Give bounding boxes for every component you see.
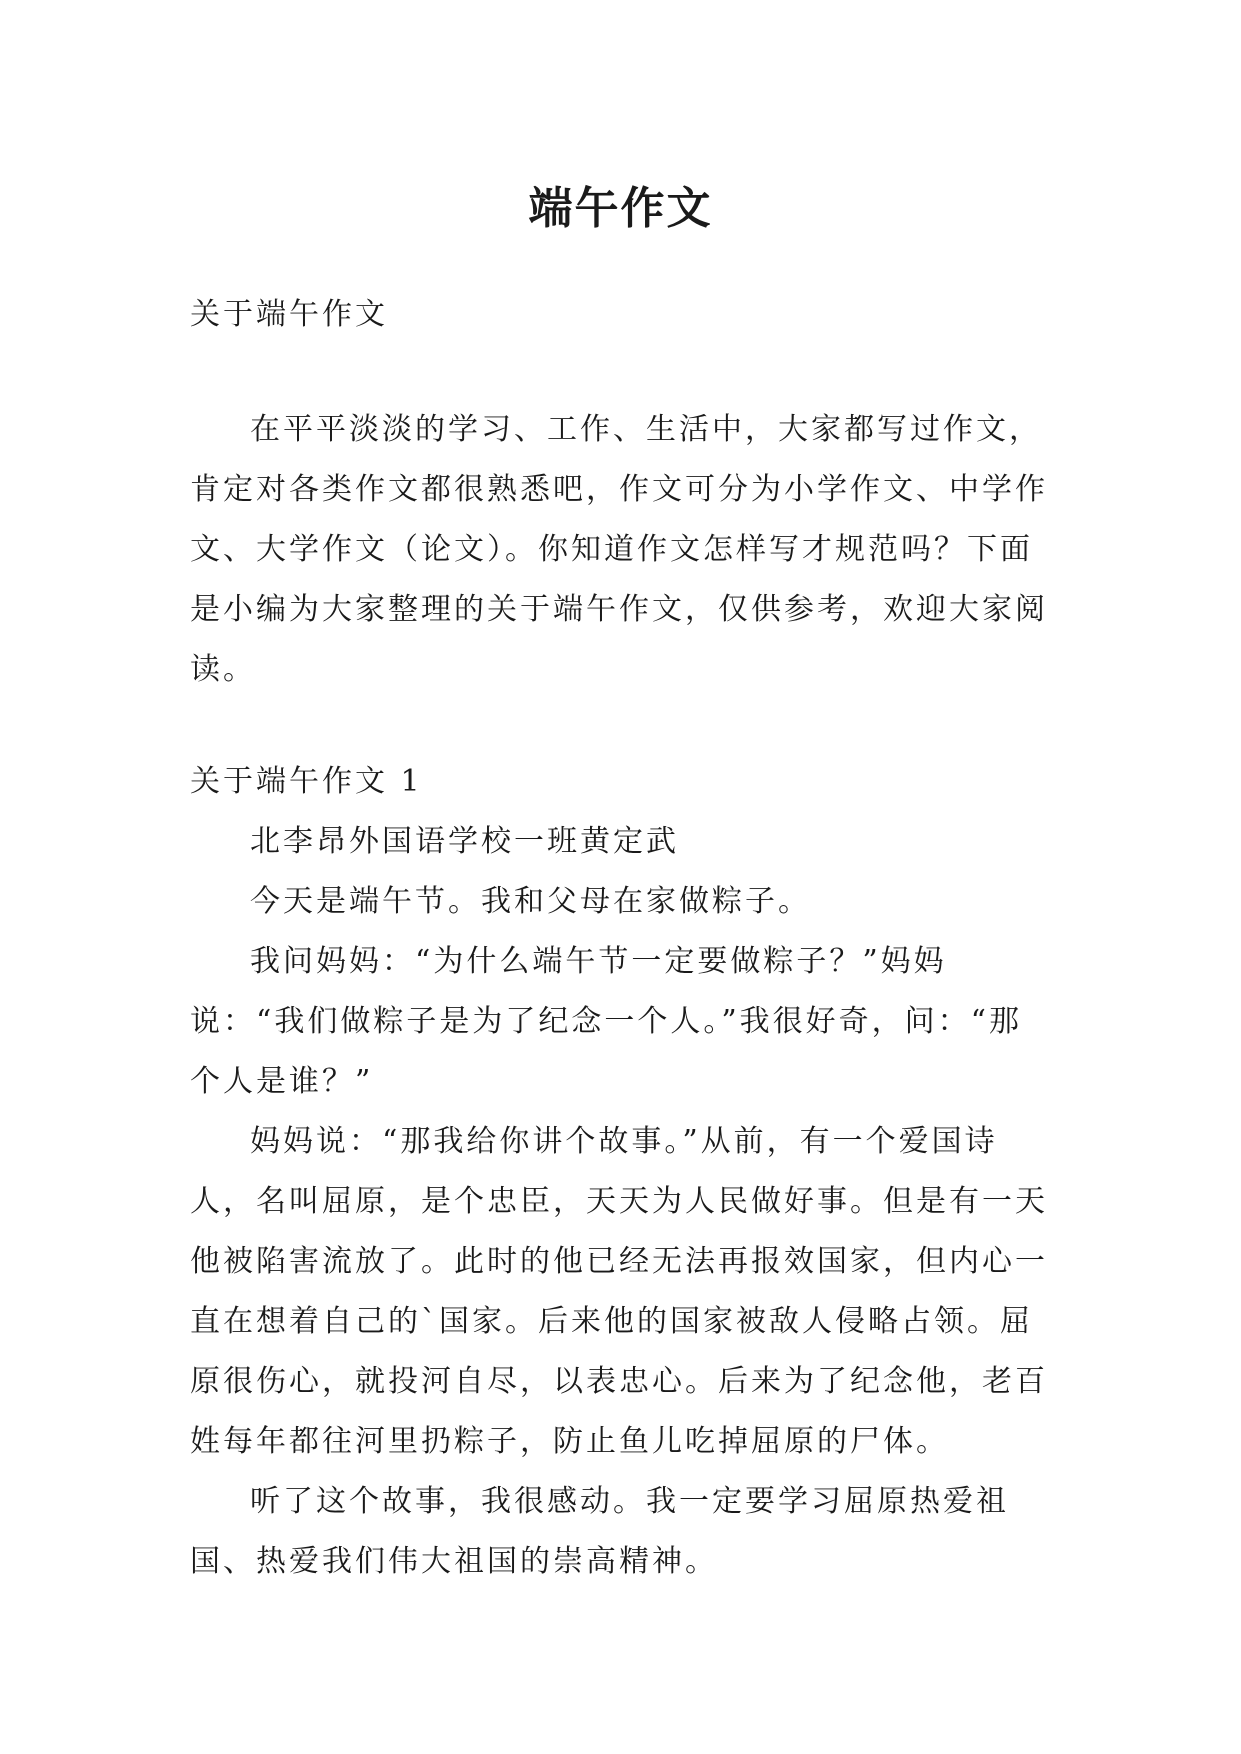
subtitle-block (190, 285, 1052, 345)
author-line: 北李昂外国语学校一班黄定武 (250, 824, 679, 859)
intro-paragraph: 在平平淡淡的学习、工作、生活中，大家都写过作文，肯定对各类作文都很熟悉吧，作文可分为小学作文、中学作文、大学作文（论文）。你知道作文怎样写才规范吗？下面是小编为大家整理的关于端午作文，仅供参考，欢迎大家阅读。 (190, 412, 1048, 687)
document-subtitle: 关于端午作文 (190, 297, 388, 332)
section-heading: 关于端午作文 1 (190, 764, 423, 799)
intro-block (190, 400, 1052, 700)
essay-paragraph-1: 今天是端午节。我和父母在家做粽子。 (250, 884, 811, 919)
essay-paragraph-3: 妈妈说：“那我给你讲个故事。”从前，有一个爱国诗人，名叫屈原，是个忠臣，天天为人民做好事。但是有一天他被陷害流放了。此时的他已经无法再报效国家，但内心一直在想着自己的`国家。后来他的国家被敌人侵略占领。屈原很伤心，就投河自尽，以表忠心。后来为了纪念他，老百姓每年都往河里扔粽子，防止鱼儿吃掉屈原的尸体。 (190, 1124, 1048, 1459)
essay-paragraph-2: 我问妈妈：“为什么端午节一定要做粽子？”妈妈说：“我们做粽子是为了纪念一个人。”我很好奇，问：“那个人是谁？” (190, 944, 1023, 1099)
essay-paragraph-4: 听了这个故事，我很感动。我一定要学习屈原热爱祖国、热爱我们伟大祖国的崇高精神。 (190, 1484, 1009, 1579)
document-title: 端午作文 (528, 183, 713, 235)
essay-section-1 (190, 752, 1052, 1592)
